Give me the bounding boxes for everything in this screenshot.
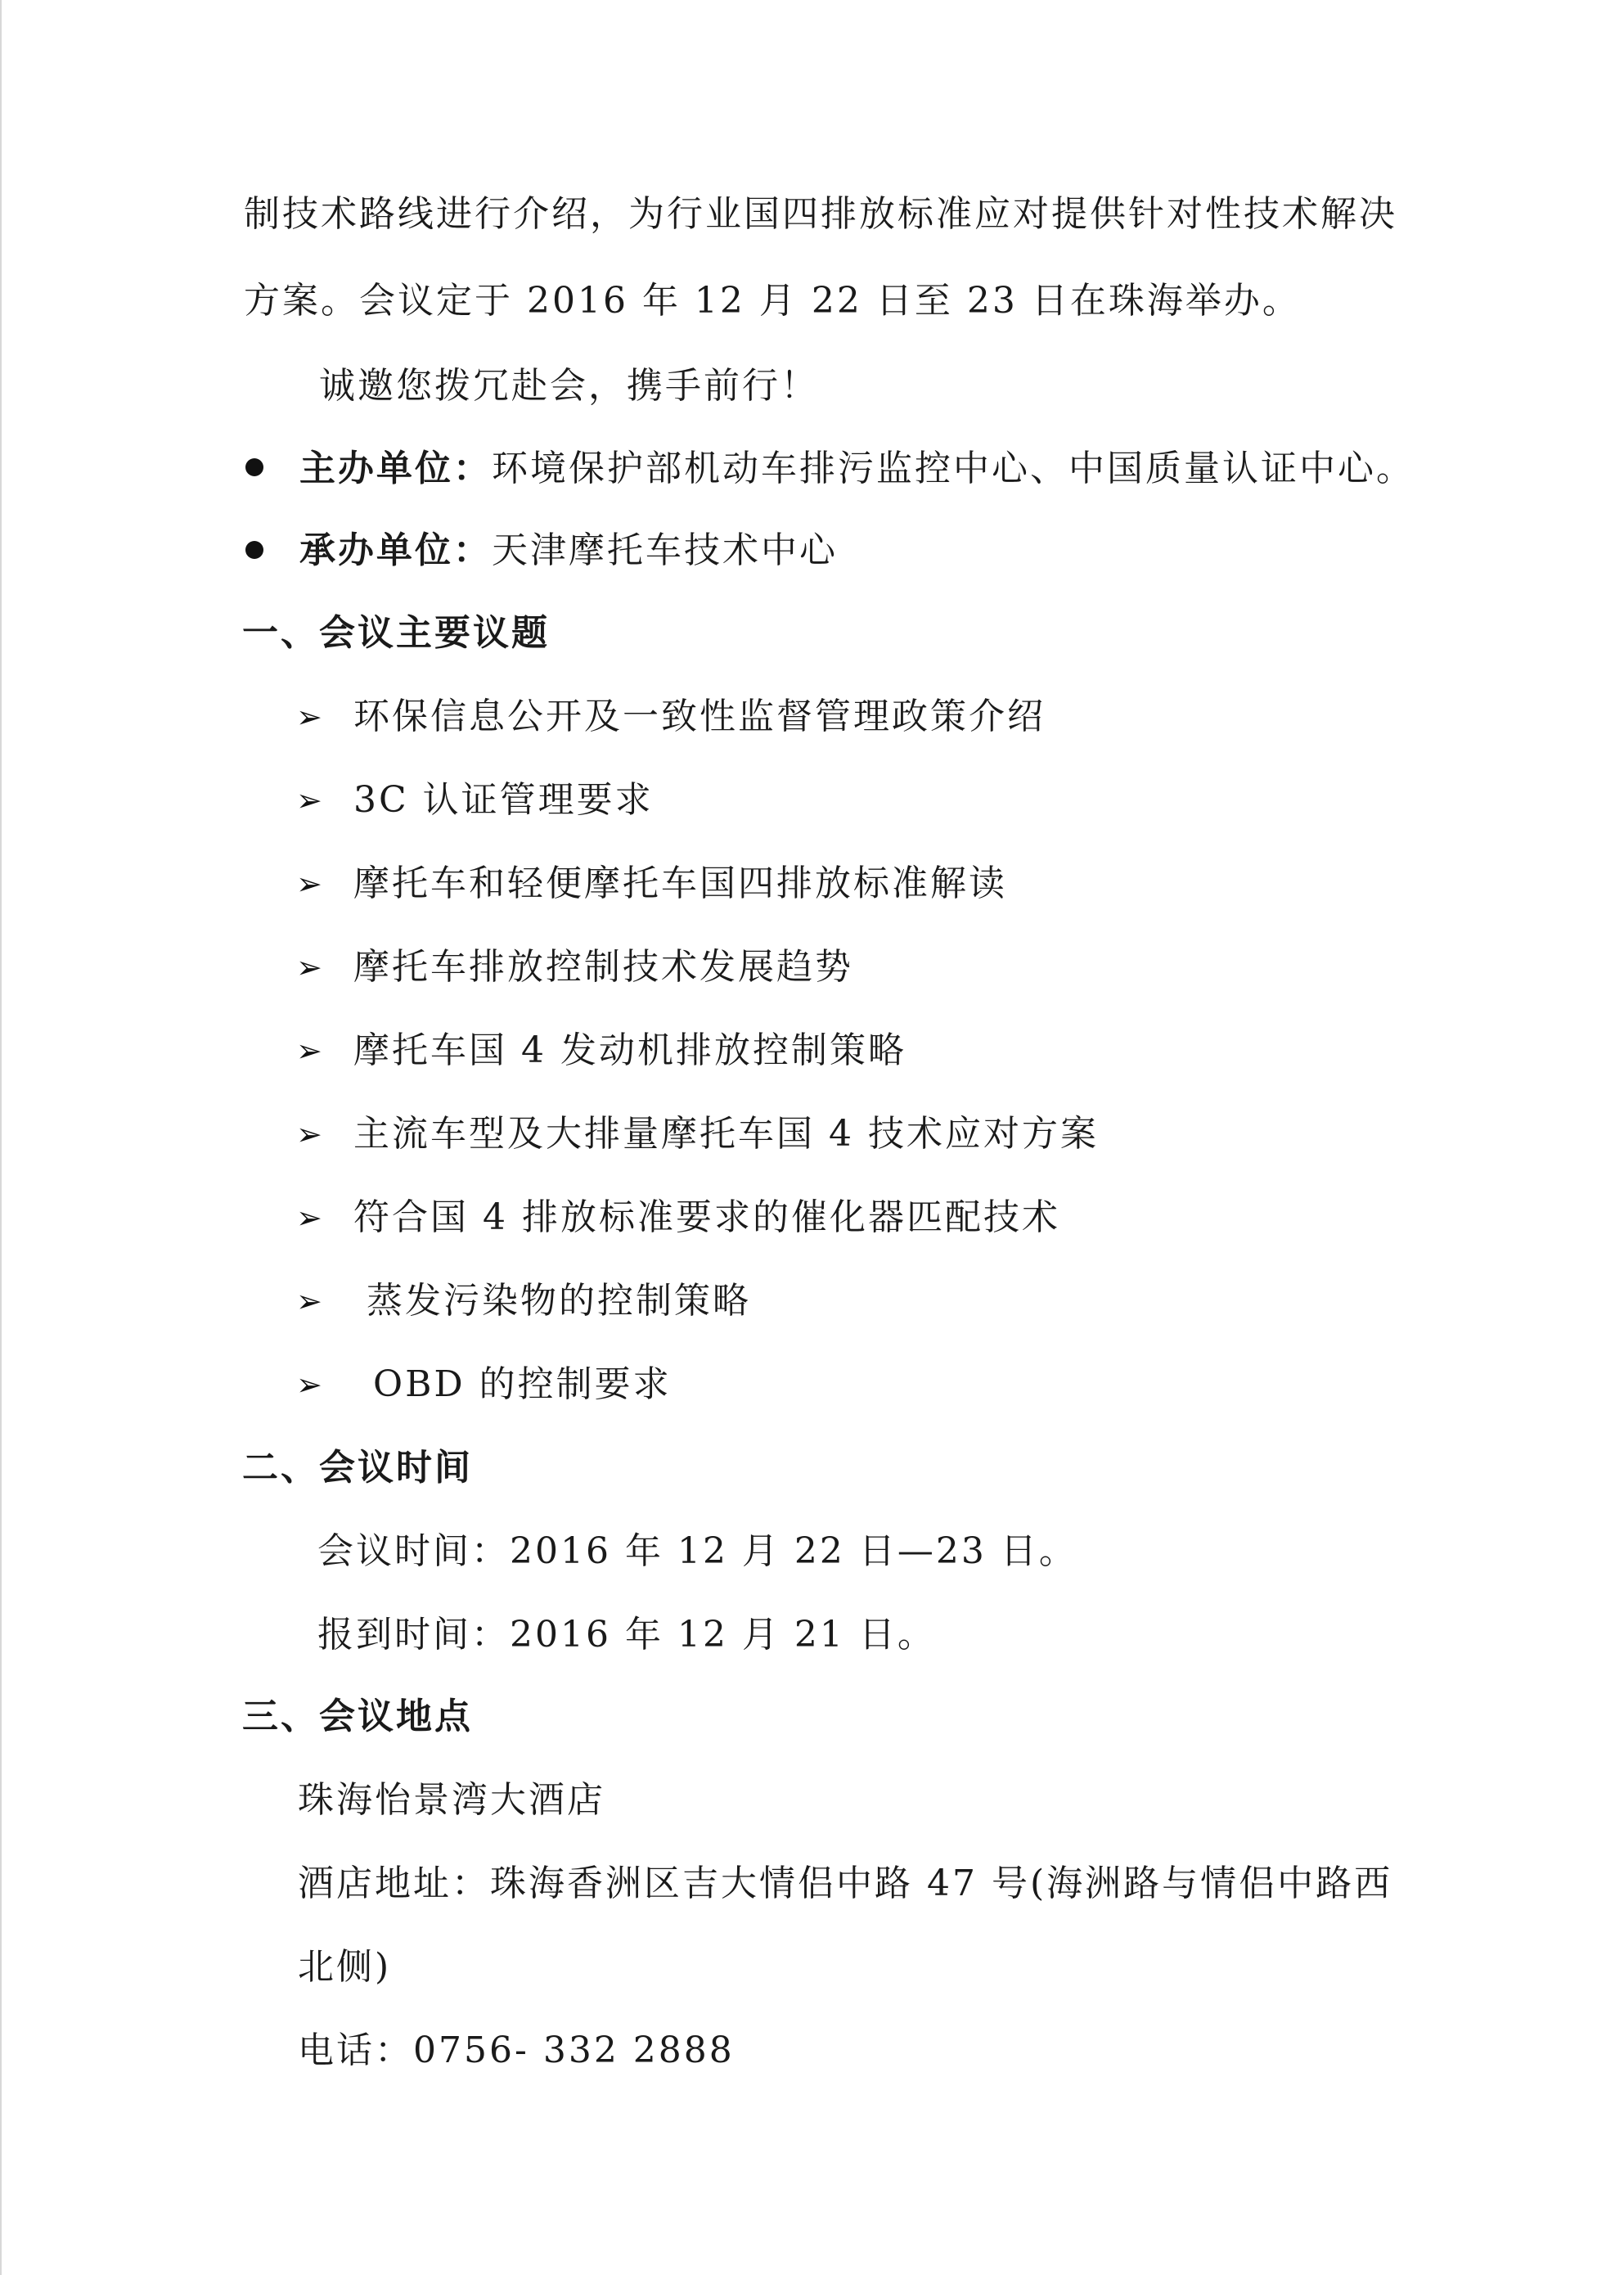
arrowhead-icon: ➢ [296, 866, 322, 902]
arrowhead-icon: ➢ [296, 782, 322, 818]
arrowhead-icon: ➢ [296, 699, 322, 735]
topic-item: 蒸发污染物的控制策略 [367, 1280, 751, 1322]
organizer-undertaker-value: 天津摩托车技术中心 [492, 529, 838, 571]
organizer-host [299, 444, 1415, 493]
section2-heading: 二、会议时间 [242, 1447, 473, 1489]
topic-item: 摩托车排放控制技术发展趋势 [353, 946, 853, 988]
meeting-time: 会议时间：2016 年 12 月 22 日—23 日。 [317, 1530, 1077, 1572]
arrowhead-icon: ➢ [296, 1283, 322, 1319]
organizer-undertaker [299, 526, 838, 575]
section1-heading: 一、会议主要议题 [242, 612, 550, 654]
hotel-address-line-2: 北侧) [298, 1946, 392, 1988]
arrowhead-icon: ➢ [296, 1200, 322, 1236]
section3-heading: 三、会议地点 [242, 1696, 473, 1737]
arrowhead-icon: ➢ [296, 1116, 322, 1152]
topic-item: 符合国 4 排放标准要求的催化器匹配技术 [353, 1196, 1060, 1238]
intro-line-1: 制技术路线进行介绍，为行业国四排放标准应对提供针对性技术解决 [244, 193, 1397, 235]
topic-item: 摩托车和轻便摩托车国四排放标准解读 [353, 863, 1007, 904]
topic-item: OBD 的控制要求 [373, 1363, 672, 1405]
organizer-host-label: 主办单位： [299, 448, 492, 489]
organizer-undertaker-label: 承办单位： [299, 529, 492, 571]
organizer-host-value: 环境保护部机动车排污监控中心、中国质量认证中心。 [492, 448, 1415, 489]
topic-item: 主流车型及大排量摩托车国 4 技术应对方案 [353, 1113, 1099, 1155]
filled-circle-icon [245, 541, 263, 559]
hotel-name: 珠海怡景湾大酒店 [298, 1779, 605, 1821]
arrowhead-icon: ➢ [296, 1033, 322, 1069]
hotel-address-line-1: 酒店地址：珠海香洲区吉大情侣中路 47 号(海洲路与情侣中路西 [298, 1863, 1393, 1904]
arrowhead-icon: ➢ [296, 1367, 322, 1403]
filled-circle-icon [245, 458, 263, 476]
invite-line: 诚邀您拨冗赴会，携手前行！ [319, 365, 819, 407]
intro-line-2: 方案。会议定于 2016 年 12 月 22 日至 23 日在珠海举办。 [244, 280, 1301, 322]
hotel-phone: 电话：0756- 332 2888 [298, 2029, 735, 2071]
topic-item: 摩托车国 4 发动机排放控制策略 [353, 1029, 906, 1071]
arrowhead-icon: ➢ [296, 949, 322, 985]
topic-item: 环保信息公开及一致性监督管理政策介绍 [353, 696, 1046, 737]
checkin-time: 报到时间：2016 年 12 月 21 日。 [317, 1614, 936, 1656]
page-edge [0, 0, 2, 2275]
topic-item: 3C 认证管理要求 [353, 779, 654, 821]
